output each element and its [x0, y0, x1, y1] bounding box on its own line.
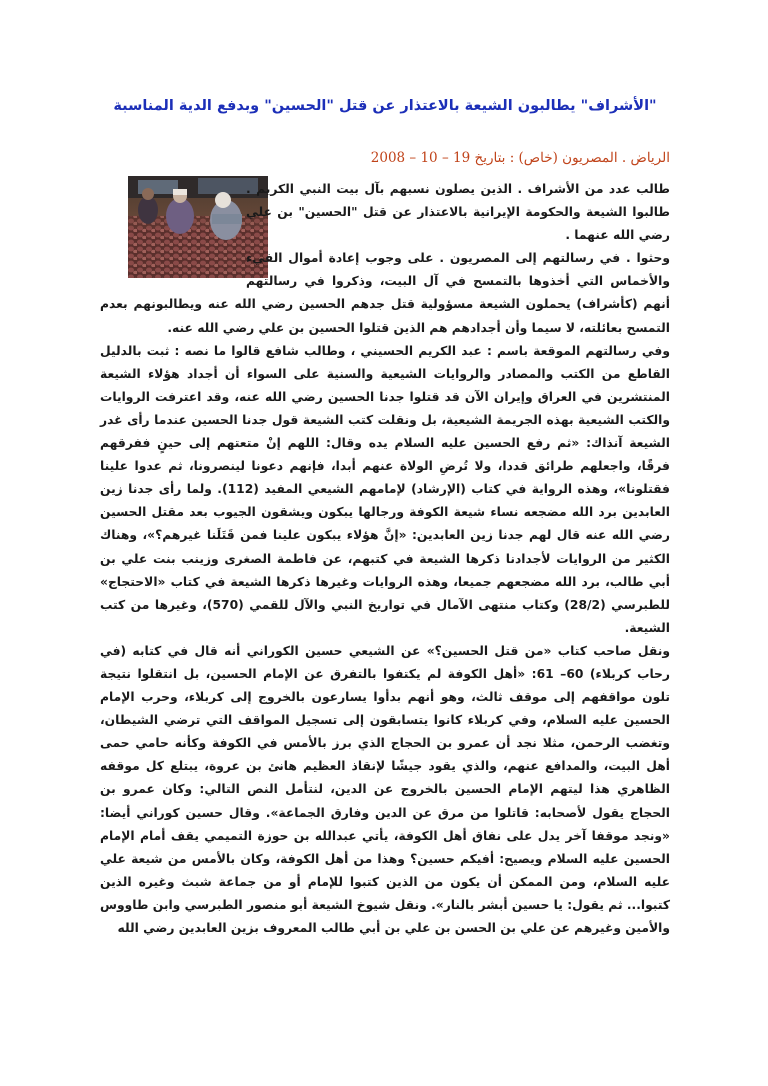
article-body: [100, 178, 670, 940]
article-title: "الأشراف" يطالبون الشيعة بالاعتذار عن قتل "الحسين" وبدفع الدية المناسبة: [113, 98, 657, 114]
article-paragraph: طالب عدد من الأشراف . الذين يصلون نسبهم بآل بيت النبي الكريم . طالبوا الشيعة والحكومة الإيرانية بالاعتذار عن قتل "الحسين" بن علي رضي الله عنهما .: [246, 182, 670, 243]
article-dateline: الرياض . المصريون (خاص) : بتاريخ 19 – 10 – 2008: [370, 150, 670, 166]
article-paragraph: وفي رسالتهم الموقعة باسم : عبد الكريم الحسيني ، وطالب شافع قالوا ما نصه : ثبت بالدليل القاطع من الكتب والمصادر والروايات الشيعية والسنية على السواء أن أجداد هؤلاء الشيعة المنتشرين في العراق وإيران الآن قد قتلوا جدنا الحسين رضي الله عنه، وقد اعترفت الروايات والكتب الشيعية بهذه الجريمة الشيعية، بل ونقلت كتب الشيعة قول جدنا الحسين عندما رأى غدر الشيعة آنذاك: «ثم رفع الحسين عليه السلام يده وقال: اللهم إنْ متعتهم إلى حينٍ ففرقهم فرقًا، واجعلهم طرائق قددا، ولا تُرضِ الولاة عنهم أبدا، فإنهم دعونا لينصرونا، ثم عدوا علينا فقتلونا»، وهذه الرواية في كتاب (الإرشاد) لإمامهم الشيعي المفيد (112). ولما رأى جدنا زين العابدين برد الله مضجعه نساء شيعة الكوفة ورجالها يبكون ويشقون الجيوب بعد مقتل الحسين رضي الله عنه قال لهم جدنا زين العابدين: «إنَّ هؤلاء يبكون علينا فمن قَتَلَنا غيرهم؟»، وهناك الكثير من الروايات لأجدادنا ذكرها الشيعة في كتبهم، عن فاطمة الصغرى وزينب بنت علي بن أبي طالب، برد الله مضجعهم جميعا، وهذه الروايات وغيرها ذكرها الشيعة في كتاب «الاحتجاج» للطبرسي (28/2) وكتاب منتهى الآمال في تواريخ النبي والآل للقمي (570)، وغيرها من كتب الشيعة.: [100, 343, 670, 635]
article-paragraph: وحثوا . في رسالتهم إلى المصريون . على وجوب إعادة أموال الفيء والأخماس التي أخذوها بالتمسح في آل البيت، وذكروا في رسالتهم أنهم (كأشراف) يحملون الشيعة مسؤولية قتل جدهم الحسين رضي الله عنه ويطالبونهم بعدم التمسح بعائلته، لا سيما وأن أجدادهم هم الذين قتلوا الحسين بن علي رضي الله عنه.: [100, 251, 670, 335]
article-paragraph: ونقل صاحب كتاب «من قتل الحسين؟» عن الشيعي حسين الكوراني أنه قال في كتابه (في رحاب كربلاء) 60– 61: «أهل الكوفة لم يكتفوا بالتفرق عن الإمام الحسين، بل انتقلوا نتيجة تلون مواقفهم إلى موقف ثالث، وهو أنهم بدأوا يسارعون بالخروج إلى كربلاء، وحرب الإمام الحسين عليه السلام، وفي كربلاء كانوا يتسابقون إلى تسجيل المواقف التي ترضي الشيطان، وتغضب الرحمن، مثلا نجد أن عمرو بن الحجاج الذي برز بالأمس في الكوفة وكأنه حامي حمى أهل البيت، والمدافع عنهم، والذي يقود جيشًا لإنقاذ العظيم هانئ بن عروة، يبتلع كل موقفه الظاهري هذا ليتهم الإمام الحسين بالخروج عن الدين، لنتأمل النص التالي: وكان عمرو بن الحجاج يقول لأصحابه: قاتلوا من مرق عن الدين وفارق الجماعة». وقال حسين كوراني أيضا: «ونجد موقفا آخر يدل على نفاق أهل الكوفة، يأتي عبدالله بن حوزة التميمي يقف أمام الإمام الحسين عليه السلام ويصيح: أفيكم حسين؟ وهذا من أهل الكوفة، وكان بالأمس من شيعة علي عليه السلام، ومن الممكن أن يكون من الذين كتبوا للإمام أو من جماعة شبث وغيره الذين كتبوا... ثم يقول: يا حسين أبشر بالنار». ونقل شيوخ الشيعة أبو منصور الطبرسي وابن طاووس والأمين وغيرهم عن علي بن الحسن بن علي بن أبي طالب المعروف بزين العابدين رضي الله: [100, 643, 670, 935]
photo-spacer: [100, 178, 246, 278]
